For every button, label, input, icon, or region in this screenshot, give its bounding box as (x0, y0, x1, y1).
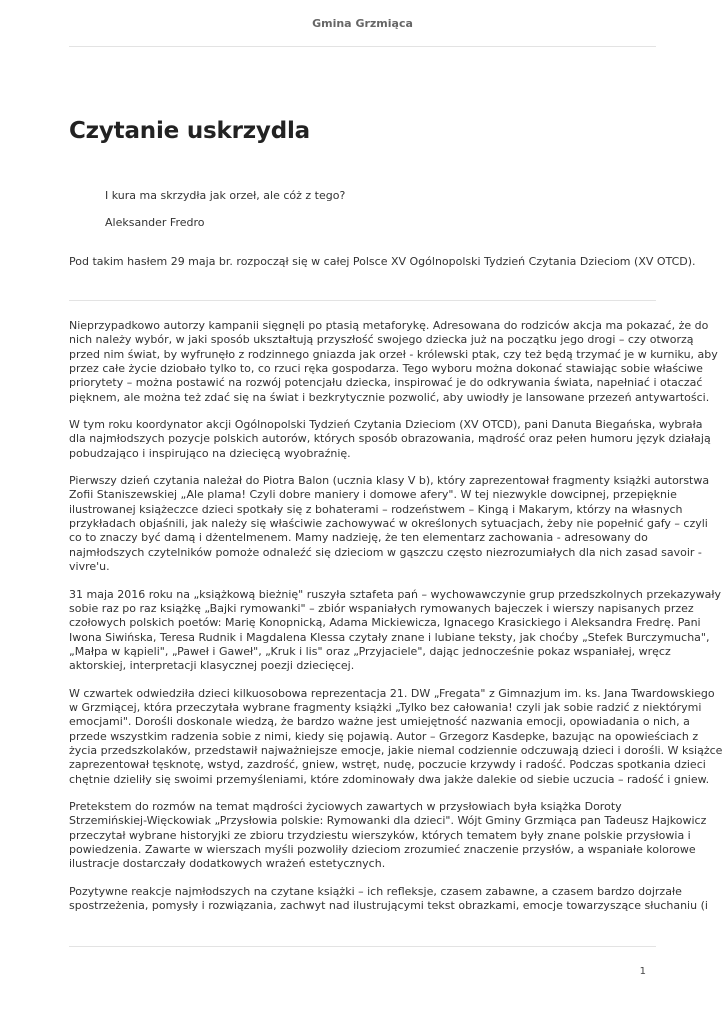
paragraph-line: W czwartek odwiedziła dzieci kilkuosobowa reprezentacja 21. DW „Fregata" z Gimnazjum im. ks. Jana Twardowskiego (69, 686, 715, 700)
paragraph-line: czołowych polskich poetów: Marię Konopnicką, Adama Mickiewicza, Ignacego Krasickiego i Aleksandra Fredrę. Pani (69, 616, 701, 630)
paragraph-line: przez całe życie dziobało tylko to, co rzuci ręka gospodarza. Tego wyboru można dokonać stawiając sobie właściwe (69, 362, 703, 376)
page-title: Czytanie uskrzydla (69, 118, 310, 144)
paragraph-line: Iwona Siwińska, Teresa Rudnik i Magdalena Klessa czytały znane i lubiane teksty, jak choćby „Stefek Burczymucha", (69, 630, 710, 644)
paragraph-line: życia przedszkolaków, przedstawił najważniejsze emocje, jakie niemal codziennie odczuwają dzieci i dorośli. W książce (69, 743, 723, 757)
paragraph-line: „Małpa w kąpieli", „Paweł i Gaweł", „Kruk i lis" oraz „Przyjaciele", dając jednocześnie pokaz wspaniałej, wręcz (69, 644, 671, 658)
paragraph-line: Nieprzypadkowo autorzy kampanii sięgnęli po ptasią metaforykę. Adresowana do rodziców akcja ma pokazać, że do (69, 319, 709, 332)
paragraph-line: Strzemińskiej-Więckowiak „Przysłowia polskie: Rymowanki dla dzieci". Wójt Gminy Grzmiąca pan Tadeusz Hajkowicz (69, 814, 707, 828)
paragraph-line: aktorskiej, interpretacji klasycznej poezji dziecięcej. (69, 659, 355, 673)
article-body (69, 319, 723, 926)
paragraph-line: Pretekstem do rozmów na temat mądrości życiowych zawartych w przysłowiach była książka Doroty (69, 799, 622, 813)
paragraph-line: przeczytał wybrane historyjki ze zbioru trzydziestu wierszyków, których tematem były znane polskie przysłowia i (69, 828, 691, 842)
paragraph-line: pięknem, ale można też zdać się na świat i bezkrytycznie pozwolić, aby uwiodły je lansowane przezeń antywartości. (69, 390, 710, 404)
paragraph-line: zaprezentował tęsknotę, wstyd, zazdrość, gniew, wstręt, nudę, poczucie krzywdy i radość. Podczas spotkania dzieci (69, 758, 706, 772)
paragraph-line: Pozytywne reakcje najmłodszych na czytane książki – ich refleksje, czasem zabawne, a czasem bardzo dojrzałe (69, 884, 682, 898)
footer-divider (69, 946, 656, 947)
paragraph-line: chętnie dzieliły się swoimi przemyśleniami, które zdominowały dwa jakże dalekie od siebie uczucia – radość i gniew. (69, 772, 710, 786)
site-name: Gmina Grzmiąca (312, 17, 413, 30)
paragraph-line: pobudzająco i inspirująco na dziecięcą wyobraźnię. (69, 446, 351, 460)
article-paragraph (69, 799, 707, 872)
epigraph-author: Aleksander Fredro (105, 216, 205, 229)
article-lead: Pod takim hasłem 29 maja br. rozpoczął się w całej Polsce XV Ogólnopolski Tydzień Czytania Dzieciom (XV OTCD). (69, 255, 696, 268)
paragraph-line: powiedzenia. Zawarte w wierszach myśli pozwoliły dzieciom zrozumieć znaczenie przysłów, a wspaniałe kolorowe (69, 843, 696, 856)
paragraph-line: co to znaczy być damą i dżentelmenem. Mamy nadzieję, że ten elementarz zachowania - adresowany do (69, 531, 648, 545)
epigraph-quote: I kura ma skrzydła jak orzeł, ale cóż z tego? (105, 189, 346, 202)
article-paragraph (69, 474, 710, 574)
paragraph-line: dla najmłodszych pozycje polskich autorów, których sposób obrazowania, mądrość oraz pełen humoru język działają (69, 432, 711, 446)
paragraph-line: przede wszystkim radzenia sobie z nimi, kiedy się pojawią. Autor – Grzegorz Kasdepke, bazując na opowieściach z (69, 729, 699, 743)
paragraph-line: przed nim świat, by wyfrunęło z rodzinnego gniazda jak orzeł - królewski ptak, czy też będą trzymać je w kurniku, aby (69, 347, 718, 361)
paragraph-line: priorytety – można postawić na rozwój potencjału dziecka, inspirować je do odkrywania świata, napełniać i otaczać (69, 376, 703, 390)
article-paragraph (69, 884, 708, 914)
paragraph-line: Zofii Staniszewskiej „Ale plama! Czyli dobre maniery i domowe afery". W tej niezwykle dowcipnej, przepięknie (69, 488, 677, 502)
paragraph-line: ilustracje dostarczały dodatkowych wrażeń estetycznych. (69, 857, 386, 871)
page-number: 1 (639, 966, 646, 977)
paragraph-line: ilustrowanej książeczce dzieci spotkały się z bohaterami – rodzeństwem – Kingą i Makarym, którzy na własnych (69, 502, 683, 516)
paragraph-line: sobie raz po raz książkę „Bajki rymowanki" – zbiór wspaniałych rymowanych bajeczek i wierszy napisanych przez (69, 601, 694, 615)
paragraph-line: W tym roku koordynator akcji Ogólnopolski Tydzień Czytania Dzieciom (XV OTCD), pani Danuta Biegańska, wybrała (69, 418, 703, 432)
paragraph-line: przykładach objaśnili, jak należy się właściwie zachowywać w określonych sytuacjach, żeby nie popełnić gafy – czyli (69, 517, 708, 531)
article-paragraph (69, 686, 723, 787)
paragraph-line: spostrzeżenia, pomysły i rozwiązania, zachwyt nad ilustrującymi tekst obrazkami, emocje towarzyszące słuchaniu (i (69, 899, 708, 913)
paragraph-line: Pierwszy dzień czytania należał do Piotra Balon (ucznia klasy V b), który zaprezentował fragmenty książki autorstwa (69, 474, 710, 488)
paragraph-line: najmłodszych czytelników pomoże odnaleźć się dzieciom w gąszczu często niezrozumiałych dla nich zasad savoir - (69, 545, 702, 559)
article-paragraph (69, 418, 711, 461)
article-paragraph (69, 319, 718, 405)
paragraph-line: emocjami". Dorośli doskonale wiedzą, że bardzo ważne jest umiejętność nazwania emocji, opowiadania o nich, a (69, 715, 690, 729)
content-divider (69, 300, 656, 301)
article-paragraph (69, 587, 721, 674)
paragraph-line: 31 maja 2016 roku na „książkową bieżnię" ruszyła sztafeta pań – wychowawczynie grup przedszkolnych przekazywały (69, 587, 721, 601)
paragraph-line: nich należy wybór, w jaki sposób ukształtują przyszłość swojego dziecka już na początku jego drogi – czy otworzą (69, 333, 694, 347)
paragraph-line: w Grzmiącej, która przeczytała wybrane fragmenty książki „Tylko bez całowania! czyli jak sobie radzić z niektórymi (69, 700, 702, 714)
header-divider (69, 46, 656, 47)
paragraph-line: vivre'u. (69, 560, 110, 574)
